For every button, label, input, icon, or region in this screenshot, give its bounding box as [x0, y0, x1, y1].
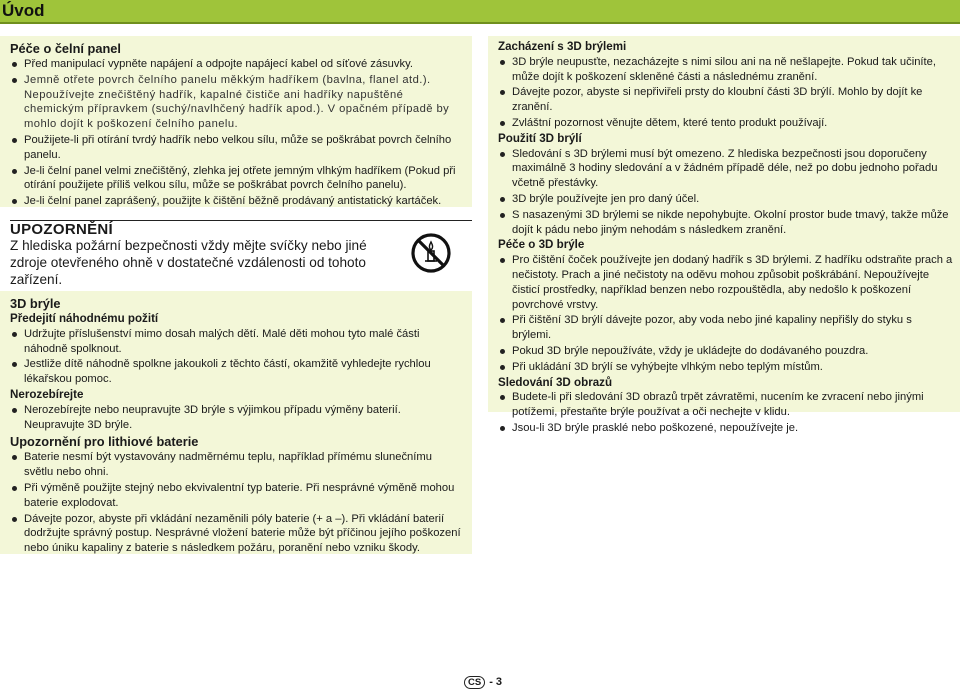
list-item: Dávejte pozor, abyste při vkládání nezaměnili póly baterie (+ a –). Při vkládání baterií dodržujte správný postup. Nesprávné vložení baterie může být příčinou jejího poškození nebo úniku kapaliny z baterie s následkem požáru, poranění nebo vzniku škody.: [10, 512, 462, 556]
glasses-care-list: [498, 253, 954, 374]
subheading-watching: Sledování 3D obrazů: [498, 375, 613, 389]
list-item: S nasazenými 3D brýlemi se nikde nepohybujte. Okolní prostor bude tmavý, takže může dojít k pádu nebo jiným nehodám s následkem zranění.: [498, 208, 954, 238]
page-header-bar: [0, 0, 960, 24]
list-item: Budete-li při sledování 3D obrazů trpět závratěmi, nucením ke zvracení nebo jinými potížemi, přestaňte brýle používat a oči nechejte v klidu.: [498, 390, 954, 420]
list-item: 3D brýle neupusťte, nezacházejte s nimi silou ani na ně nešlapejte. Pokud tak učiníte, může dojít k poškození skleněné části a následnému zranění.: [498, 55, 954, 85]
list-item: Nerozebírejte nebo neupravujte 3D brýle s výjimkou případu výměny baterií. Neupravujte 3D brýle.: [10, 403, 462, 433]
glasses-safety-section: [0, 291, 472, 554]
list-item: Použijete-li při otírání tvrdý hadřík nebo velkou sílu, může se poškrábat povrch čelního panelu.: [10, 133, 466, 163]
list-item: Zvláštní pozornost věnujte dětem, které tento produkt používají.: [498, 116, 954, 131]
list-item: Při výměně použijte stejný nebo ekvivalentní typ baterie. Při nesprávné výměně mohou baterie explodovat.: [10, 481, 462, 511]
no-open-flame-icon: [410, 232, 452, 274]
subheading-do-not-disassemble: Nerozebírejte: [10, 387, 84, 401]
list-item: 3D brýle používejte jen pro daný účel.: [498, 192, 954, 207]
battery-list: [10, 450, 462, 556]
list-item: Baterie nesmí být vystavovány nadměrnému teplu, například přímému slunečnímu světlu nebo ohni.: [10, 450, 462, 480]
list-item: Při ukládání 3D brýlí se vyhýbejte vlhkým nebo teplým místům.: [498, 360, 954, 375]
subheading-handling: Zacházení s 3D brýlemi: [498, 40, 627, 53]
warning-text: Z hlediska požární bezpečnosti vždy mějte svíčky nebo jiné zdroje otevřeného ohně v dostatečné vzdálenosti od tohoto zařízení.: [10, 238, 367, 287]
list-item: Sledování s 3D brýlemi musí být omezeno. Z hlediska bezpečnosti jsou doporučeny maximálně 3 hodiny sledování a v žádném případě déle, než po dobu jednoho pořadu včetně přestávky.: [498, 147, 954, 191]
subheading-lithium-batteries: Upozornění pro lithiové baterie: [10, 434, 199, 450]
list-item: Je-li čelní panel zaprášený, použijte k čištění běžně prodávaný antistatický kartáček.: [10, 194, 466, 209]
list-item: Jemně otřete povrch čelního panelu měkkým hadříkem (bavlna, flanel atd.). Nepoužívejte znečištěný hadřík, kapalné čističe ani hadříky napuštěné chemickým přípravkem (suchý/navlhčený hadřík apod.). V opačném případě by mohlo dojít k poškození čelního panelu.: [10, 73, 466, 132]
care-list: [10, 57, 466, 209]
header-divider: [0, 22, 960, 24]
glasses-usage-section: [488, 36, 960, 434]
use-list: [498, 147, 954, 238]
list-item: Pro čištění čoček používejte jen dodaný hadřík s 3D brýlemi. Z hadříku odstraňte prach a nečistoty. Prach a jiné nečistoty na oděvu mohou způsobit poškrábání. Nepoužívejte čisticí prostředky, například benzen nebo rozpouštědla, aby nedošlo k poškození povrchové vrstvy.: [498, 253, 954, 312]
list-item: Jsou-li 3D brýle prasklé nebo poškozené, nepoužívejte je.: [498, 421, 954, 436]
warning-box: [10, 220, 460, 287]
subheading-accidental-ingestion: Předejití náhodnému požití: [10, 312, 159, 325]
section-heading-3d-glasses: 3D brýle: [10, 296, 61, 311]
watching-list: [498, 390, 954, 435]
list-item: Je-li čelní panel velmi znečištěný, zlehka jej otřete jemným vlhkým hadříkem (Pokud při otírání použijete příliš velkou sílu, může se poškrábat povrch čelního panelu).: [10, 164, 466, 194]
section-heading-front-panel-care: Péče o čelní panel: [10, 41, 121, 56]
page-number: [464, 676, 502, 689]
list-item: Před manipulací vypněte napájení a odpojte napájecí kabel od síťové zásuvky.: [10, 57, 466, 72]
language-badge: CS: [464, 676, 485, 689]
subheading-use: Použití 3D brýlí: [498, 131, 582, 145]
list-item: Dávejte pozor, abyste si nepřiviřeli prsty do kloubní části 3D brýlí. Mohlo by dojít ke zranění.: [498, 85, 954, 115]
subheading-care: Péče o 3D brýle: [498, 238, 585, 252]
list-item: Udržujte příslušenství mimo dosah malých dětí. Malé děti mohou tyto malé části náhodně spolknout.: [10, 327, 462, 357]
page-number-text: - 3: [489, 676, 503, 688]
ingestion-list: [10, 327, 462, 387]
disassemble-list: [10, 403, 462, 433]
warning-title: UPOZORNĚNÍ: [10, 221, 114, 238]
list-item: Při čištění 3D brýlí dávejte pozor, aby voda nebo jiné kapaliny nepřišly do styku s brýlemi.: [498, 313, 954, 343]
handling-list: [498, 55, 954, 131]
front-panel-care-section: [0, 36, 472, 207]
page-title: Úvod: [2, 1, 45, 20]
list-item: Pokud 3D brýle nepoužíváte, vždy je ukládejte do dodávaného pouzdra.: [498, 344, 954, 359]
list-item: Jestliže dítě náhodně spolkne jakoukoli z těchto částí, okamžitě vyhledejte rychlou lékařskou pomoc.: [10, 357, 462, 387]
